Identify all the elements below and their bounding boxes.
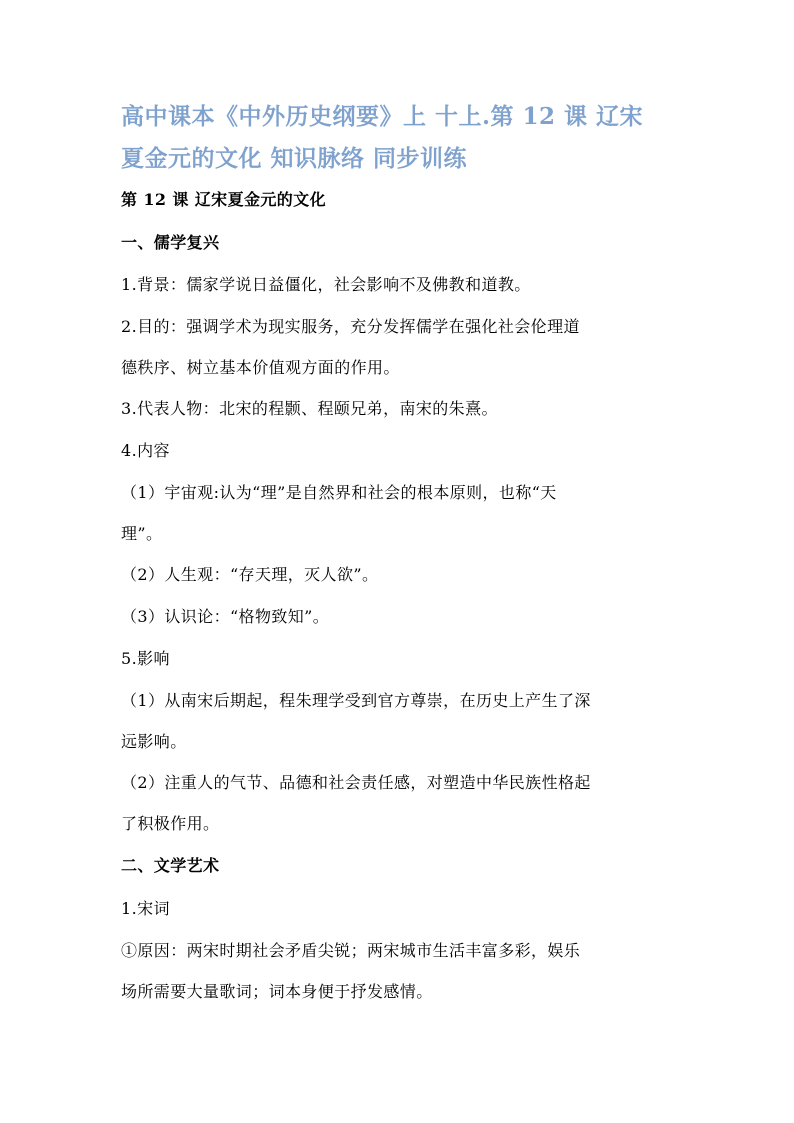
lesson-heading: 第 12 课 辽宋夏金元的文化 bbox=[121, 190, 326, 209]
paragraph-influence-2-line-2: 了积极作用。 bbox=[121, 814, 220, 833]
paragraph-epistemology: （3）认识论：“格物致知”。 bbox=[121, 607, 330, 626]
paragraph-content-heading: 4.内容 bbox=[121, 441, 170, 460]
paragraph-influence-1-line-2: 远影响。 bbox=[121, 732, 187, 751]
paragraph-representatives: 3.代表人物：北宋的程颢、程颐兄弟，南宋的朱熹。 bbox=[121, 399, 498, 418]
paragraph-purpose-line-2: 德秩序、树立基本价值观方面的作用。 bbox=[121, 358, 400, 377]
paragraph-influence-heading: 5.影响 bbox=[121, 649, 170, 668]
document-title-line-1: 高中课本《中外历史纲要》上 十上.第 12 课 辽宋 bbox=[121, 103, 644, 130]
paragraph-song-ci-heading: 1.宋词 bbox=[121, 899, 170, 918]
paragraph-cosmology-line-2: 理”。 bbox=[121, 524, 163, 543]
paragraph-outlook-on-life: （2）人生观：“存天理，灭人欲”。 bbox=[121, 565, 379, 584]
paragraph-background: 1.背景：儒家学说日益僵化，社会影响不及佛教和道教。 bbox=[121, 275, 531, 294]
document-title-line-2: 夏金元的文化 知识脉络 同步训练 bbox=[121, 145, 468, 172]
paragraph-song-ci-reasons-line-2: 场所需要大量歌词；词本身便于抒发感情。 bbox=[121, 982, 433, 1001]
paragraph-cosmology-line-1: （1）宇宙观:认为“理”是自然界和社会的根本原则，也称“天 bbox=[121, 483, 557, 502]
paragraph-song-ci-reasons-line-1: ①原因：两宋时期社会矛盾尖锐；两宋城市生活丰富多彩，娱乐 bbox=[121, 941, 581, 960]
section-heading-literature-art: 二、文学艺术 bbox=[121, 856, 220, 875]
paragraph-purpose-line-1: 2.目的：强调学术为现实服务，充分发挥儒学在强化社会伦理道 bbox=[121, 317, 580, 336]
paragraph-influence-1-line-1: （1）从南宋后期起，程朱理学受到官方尊崇，在历史上产生了深 bbox=[121, 691, 591, 710]
section-heading-confucianism: 一、儒学复兴 bbox=[121, 233, 220, 252]
paragraph-influence-2-line-1: （2）注重人的气节、品德和社会责任感，对塑造中华民族性格起 bbox=[121, 773, 591, 792]
